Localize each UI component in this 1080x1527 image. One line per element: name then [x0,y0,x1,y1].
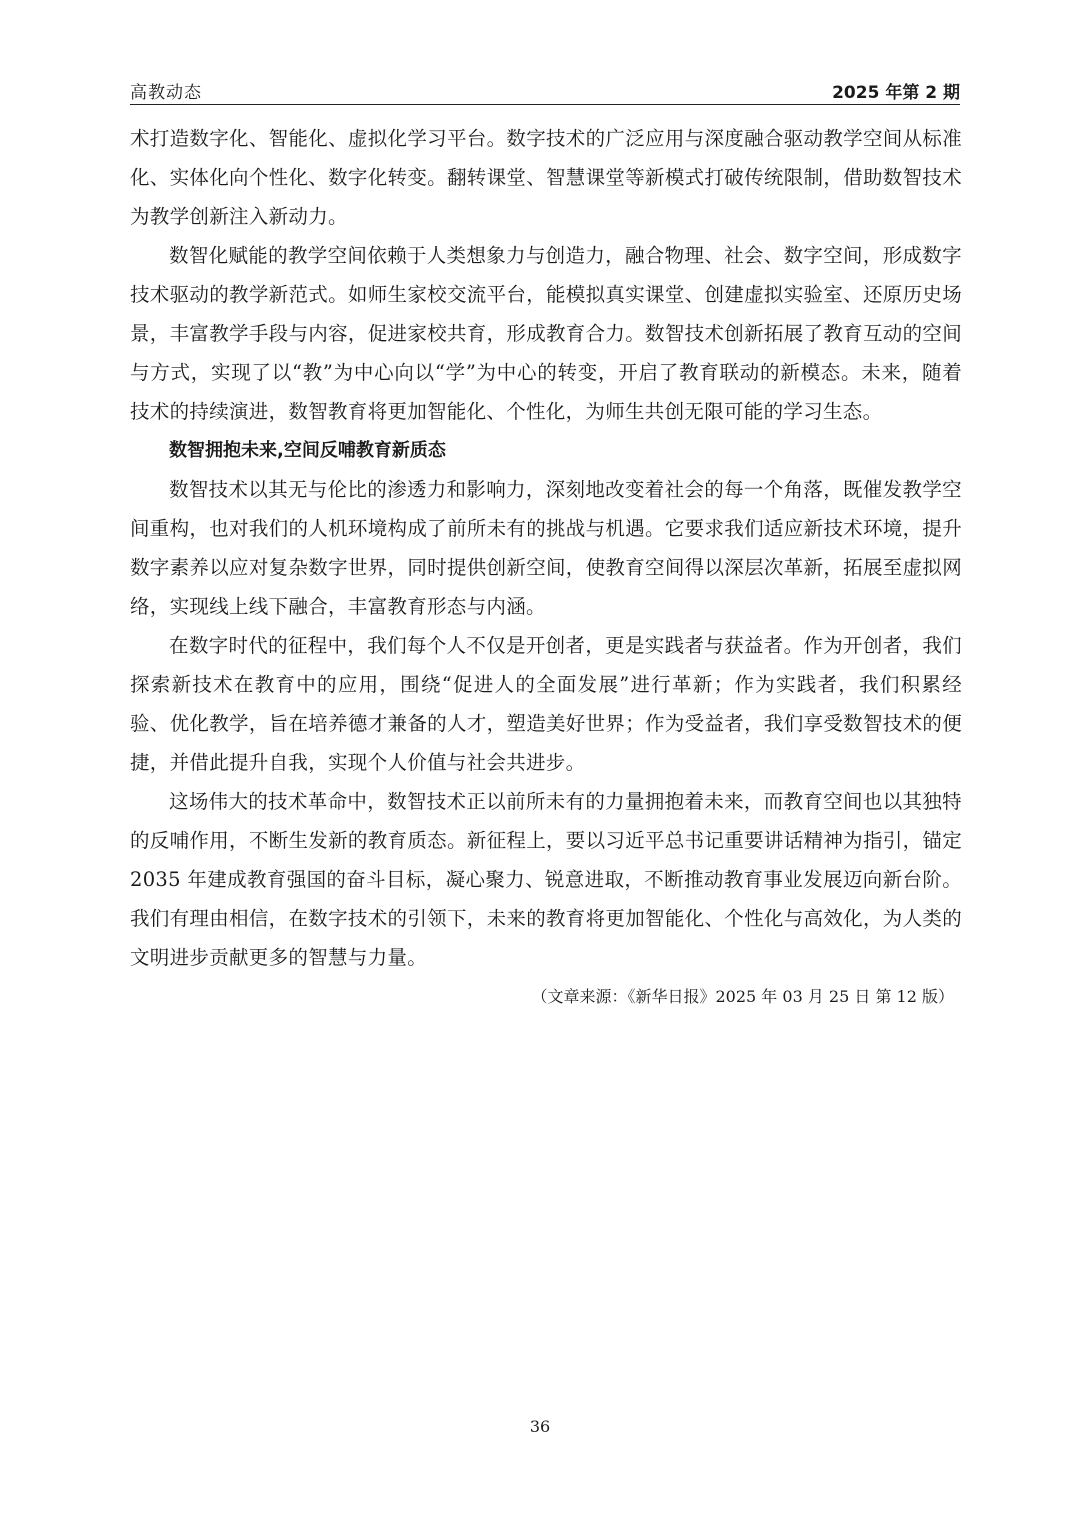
source-note: （文章来源：《新华日报》2025 年 03 月 25 日 第 12 版） [531,987,954,1006]
section-heading: 数智拥抱未来,空间反哺教育新质态 [169,440,446,461]
issue-label: 2025 年第 2 期 [832,83,960,103]
article-body [130,119,962,1015]
paragraph: 在数字时代的征程中，我们每个人不仅是开创者，更是实践者与获益者。作为开创者，我们探索新技术在教育中的应用，围绕“促进人的全面发展”进行革新；作为实践者，我们积累经验、优化教学，旨在培养德才兼备的人才，塑造美好世界；作为受益者，我们享受数智技术的便捷，并借此提升自我，实现个人价值与社会共进步。 [130,634,962,774]
page-header [130,78,960,105]
page-number: 36 [529,1417,551,1436]
paragraph-continued: 术打造数字化、智能化、虚拟化学习平台。数字技术的广泛应用与深度融合驱动教学空间从标准化、实体化向个性化、数字化转变。翻转课堂、智慧课堂等新模式打破传统限制，借助数智技术为教学创新注入新动力。 [130,127,962,228]
paragraph: 数智技术以其无与伦比的渗透力和影响力，深刻地改变着社会的每一个角落，既催发教学空间重构，也对我们的人机环境构成了前所未有的挑战与机遇。它要求我们适应新技术环境，提升数字素养以应对复杂数字世界，同时提供创新空间，使教育空间得以深层次革新，拓展至虚拟网络，实现线上线下融合，丰富教育形态与内涵。 [130,478,962,618]
paragraph: 这场伟大的技术革命中，数智技术正以前所未有的力量拥抱着未来，而教育空间也以其独特的反哺作用，不断生发新的教育质态。新征程上，要以习近平总书记重要讲话精神为指引，锚定 2035 年建成教育强国的奋斗目标，凝心聚力、锐意进取，不断推动教育事业发展迈向新台阶。我们有理由相信，在数字技术的引领下，未来的教育将更加智能化、个性化与高效化，为人类的文明进步贡献更多的智慧与力量。 [130,790,962,969]
journal-name: 高教动态 [130,83,202,103]
paragraph: 数智化赋能的教学空间依赖于人类想象力与创造力，融合物理、社会、数字空间，形成数字技术驱动的教学新范式。如师生家校交流平台，能模拟真实课堂、创建虚拟实验室、还原历史场景，丰富教学手段与内容，促进家校共育，形成教育合力。数智技术创新拓展了教育互动的空间与方式，实现了以“教”为中心向以“学”为中心的转变，开启了教育联动的新模态。未来，随着技术的持续演进，数智教育将更加智能化、个性化，为师生共创无限可能的学习生态。 [130,244,962,423]
